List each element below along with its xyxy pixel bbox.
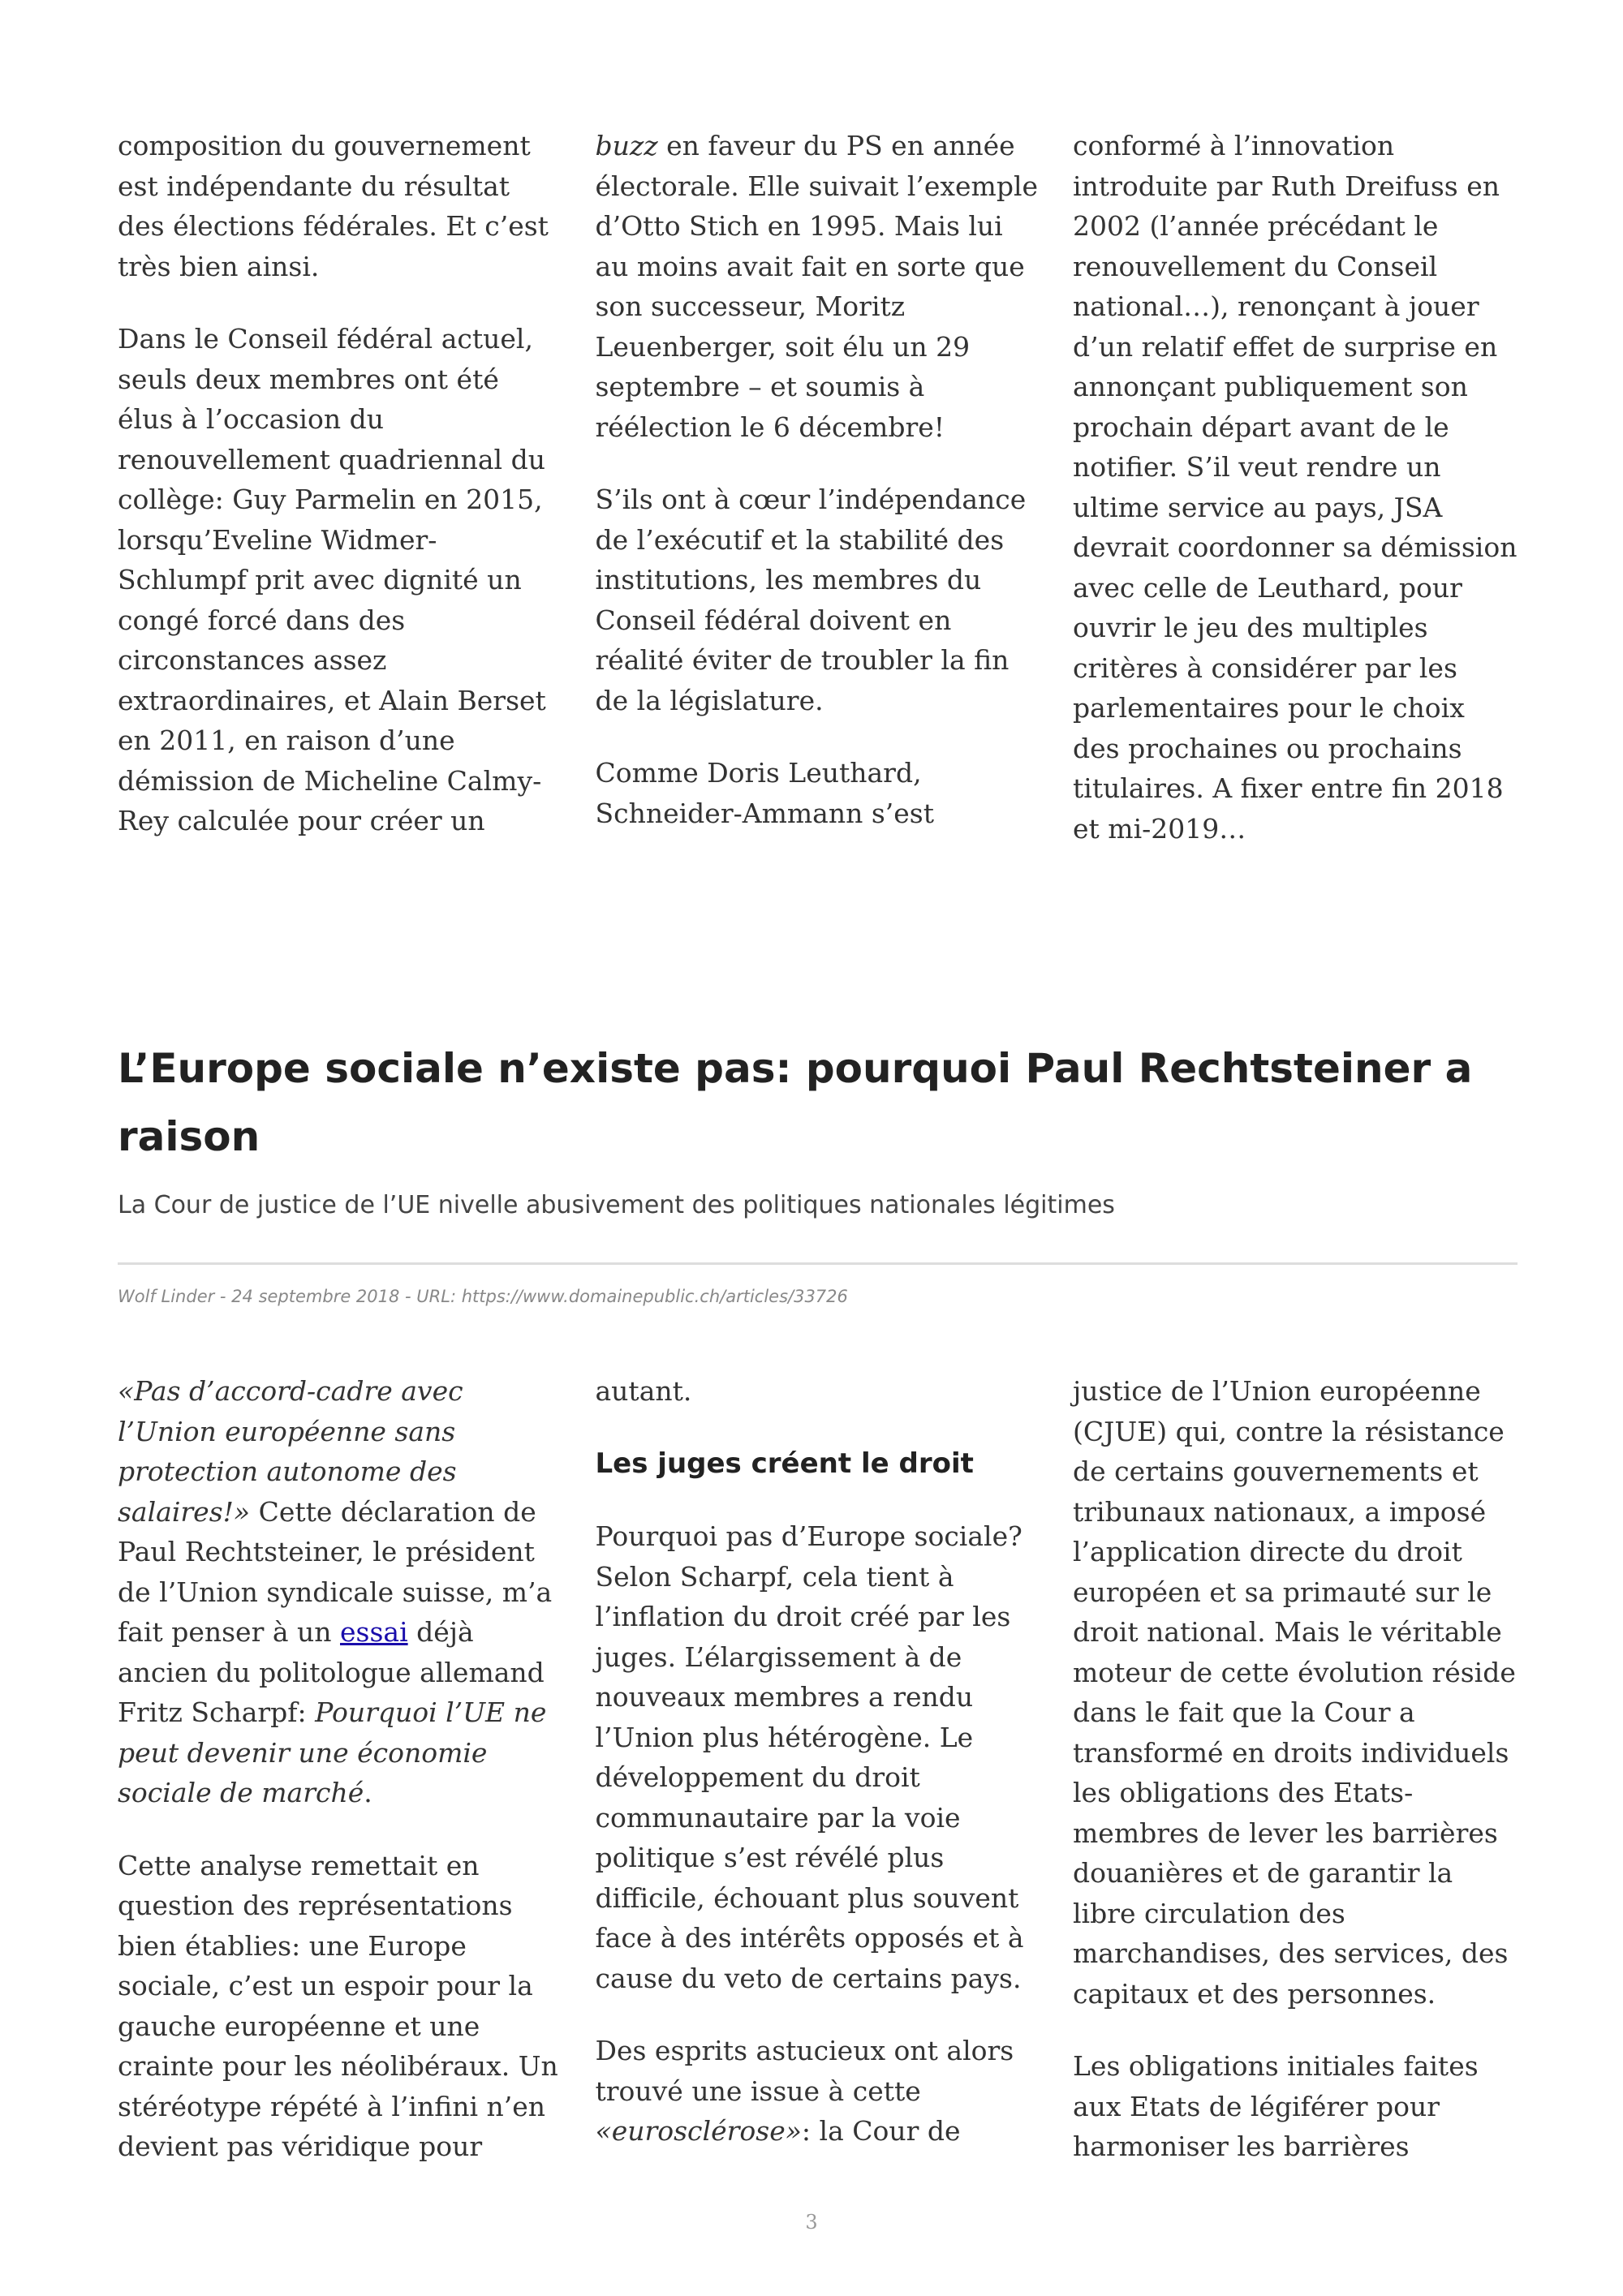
paragraph: Les obligations initiales faites aux Etats de légiférer pour harmoniser les barrières [1073, 2050, 1479, 2162]
paragraph-text: déjà ancien du politologue allemand Fritz Scharpf: [118, 1616, 545, 1728]
essai-link[interactable]: essai [340, 1616, 408, 1648]
emphasis-text: buzz [595, 130, 658, 161]
paragraph: justice de l’Union européenne (CJUE) qui, contre la résistance de certains gouvernements et tribunaux nationaux, a imposé l’application directe du droit européen et sa primauté sur le droit national. Mais le véritable moteur de cette évolution réside dans le fait que la Cour a transformé en droits individuels les obligations des Etats-membres de lever les barrières douanières et de garantir la libre circulation des marchandises, des services, des capitaux et des personnes. [1073, 1375, 1516, 2010]
paragraph: autant. [595, 1375, 692, 1407]
paragraph: S’ils ont à cœur l’indépendance de l’exécutif et la stabilité des institutions, les membres du Conseil fédéral doivent en réalité éviter de troubler la fin de la législature. [595, 484, 1027, 716]
column-2 [596, 1371, 1040, 2167]
paragraph: Comme Doris Leuthard, Schneider-Ammann s’est [595, 757, 934, 829]
paragraph-text: : la Cour de [801, 2115, 961, 2147]
column-1 [118, 1371, 562, 2167]
article-title: L’Europe sociale n’existe pas: pourquoi Paul Rechtsteiner a raison [118, 1045, 1473, 1160]
paragraph-text: Des esprits astucieux ont alors trouvé une issue à cette [595, 2035, 1014, 2107]
article-byline: Wolf Linder - 24 septembre 2018 - URL: https://www.domainepublic.ch/articles/33726 [118, 1287, 848, 1306]
paragraph: conformé à l’innovation introduite par Ruth Dreifuss en 2002 (l’année précédant le renouvellement du Conseil national…), renonçant à jouer d’un relatif effet de surprise en annonçant publiquement son prochain départ avant de le notifier. S’il veut rendre un ultime service au pays, JSA devrait coordonner sa démission avec celle de Leuthard, pour ouvrir le jeu des multiples critères à considérer par les parlementaires pour le choix des prochaines ou prochains titulaires. A fixer entre fin 2018 et mi-2019… [1073, 130, 1518, 845]
paragraph-text: . [364, 1777, 372, 1808]
book-title: Pourquoi l’UE ne peut devenir une économie sociale de marché [118, 1696, 547, 1808]
paragraph: Pourquoi pas d’Europe sociale? Selon Scharpf, cela tient à l’inflation du droit créé par les juges. L’élargissement à de nouveaux membres a rendu l’Union plus hétérogène. Le développement du droit communautaire par la voie politique s’est révélé plus difficile, échouant plus souvent face à des intérêts opposés et à cause du veto de certains pays. [595, 1520, 1024, 1994]
quote-text: «Pas d’accord-cadre avec l’Union européenne sans protection autonome des salaires!» [118, 1375, 463, 1528]
paragraph: Cette analyse remettait en question des représentations bien établies: une Europe sociale, c’est un espoir pour la gauche européenne et une crainte pour les néolibéraux. Un stéréotype répété à l’infini n’en devient pas véridique pour [118, 1849, 558, 2162]
paragraph-text: Cette déclaration de Paul Rechtsteiner, le président de l’Union syndicale suisse, m’a fait penser à un [118, 1495, 553, 1648]
page-number: 3 [805, 2211, 818, 2234]
column-3 [1073, 1371, 1518, 2167]
divider [118, 1262, 1518, 1265]
column-3 [1073, 126, 1518, 849]
emphasis-text: «eurosclérose» [595, 2115, 802, 2147]
article-subtitle: La Cour de justice de l’UE nivelle abusivement des politiques nationales légitimes [118, 1191, 1115, 1219]
article-columns [118, 1371, 1518, 2167]
column-1 [118, 126, 562, 849]
paragraph: Dans le Conseil fédéral actuel, seuls deux membres ont été élus à l’occasion du renouvellement quadriennal du collège: Guy Parmelin en 2015, lorsqu’Eveline Widmer-Schlumpf prit avec dignité un congé forcé dans des circonstances assez extraordinaires, et Alain Berset en 2011, en raison d’une démission de Micheline Calmy-Rey calculée pour créer un [118, 323, 546, 836]
paragraph [596, 2031, 1040, 2152]
section-heading: Les juges créent le droit [595, 1447, 974, 1480]
paragraph [596, 126, 1040, 447]
paragraph [118, 1371, 562, 1813]
previous-article-columns [118, 126, 1518, 849]
column-2 [596, 126, 1040, 849]
paragraph: composition du gouvernement est indépendante du résultat des élections fédérales. Et c’est très bien ainsi. [118, 130, 549, 282]
paragraph-text: en faveur du PS en année électorale. Elle suivait l’exemple d’Otto Stich en 1995. Mais lui au moins avait fait en sorte que son successeur, Moritz Leuenberger, soit élu un 29 septembre – et soumis à réélection le 6 décembre! [595, 130, 1039, 443]
